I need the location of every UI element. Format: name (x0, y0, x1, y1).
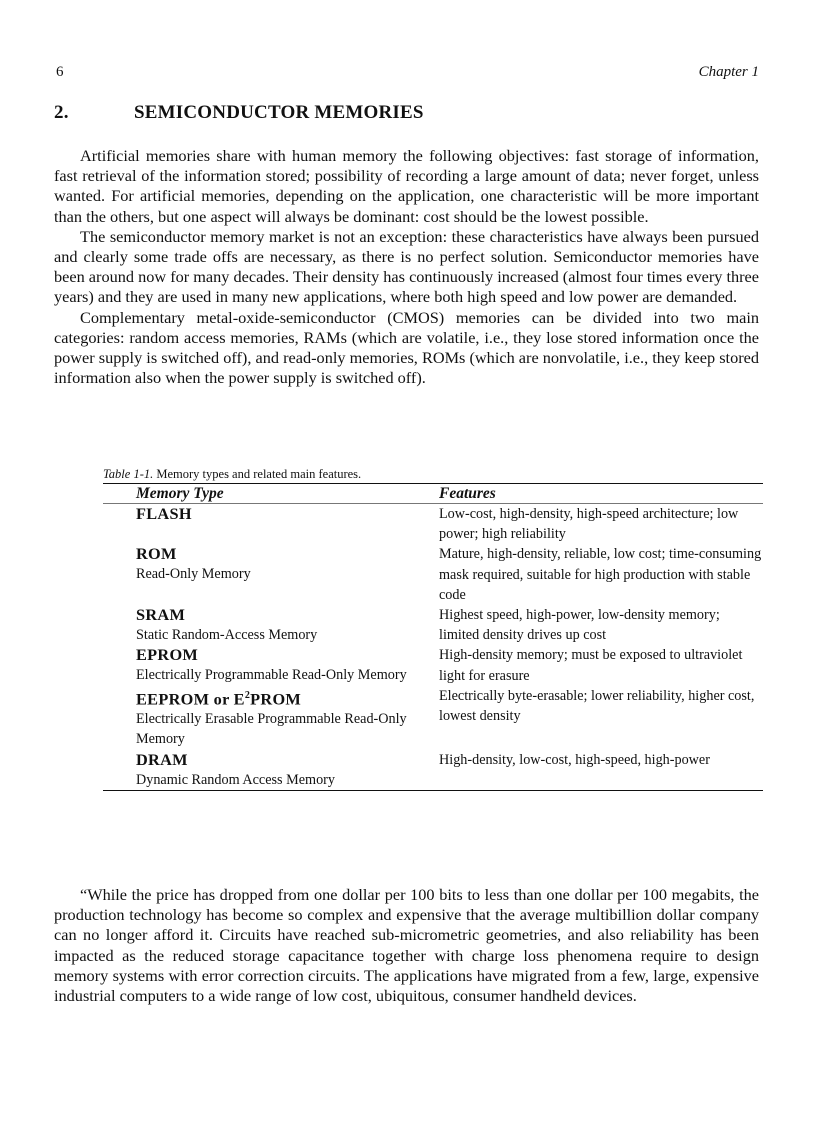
memory-type-name-tail: PROM (250, 689, 302, 709)
memory-type-cell (103, 605, 439, 645)
section-heading (54, 102, 424, 124)
memory-type-description: Read-Only Memory (136, 566, 251, 583)
quote-paragraph-block (54, 885, 759, 1006)
table-caption (103, 467, 763, 481)
table-row (103, 504, 763, 545)
paragraph: “While the price has dropped from one dollar per 100 bits to less than one dollar per 100 megabits, the production technology has become so complex and expensive that the average multibillion dollar company can no longer afford it. Circuits have reached sub-micrometric geometries, and also reliability has been impacted as the reduced storage capacitance together with charge loss phenomena require to design memory systems with error correction circuits. The applications have migrated from a few, large, expensive industrial computers to a wide range of low cost, ubiquitous, consumer handheld devices. (54, 885, 759, 1006)
memory-type-cell (103, 504, 439, 545)
page-number: 6 (56, 64, 64, 80)
features-cell: High-density memory; must be exposed to ultraviolet light for erasure (439, 647, 743, 684)
table-row (103, 544, 763, 605)
section-number: 2. (54, 102, 69, 123)
memory-type-cell (103, 686, 439, 750)
features-cell: Highest speed, high-power, low-density memory; limited density drives up cost (439, 607, 720, 644)
memory-table-block (103, 467, 763, 791)
column-header-features: Features (439, 484, 763, 504)
memory-type-name: SRAM (136, 605, 186, 625)
superscript-two: 2 (244, 689, 251, 701)
memory-type-description: Electrically Programmable Read-Only Memory (136, 667, 407, 684)
memory-type-description: Static Random-Access Memory (136, 627, 318, 644)
table-header-row (103, 484, 763, 504)
paragraph: Artificial memories share with human memory the following objectives: fast storage of information, fast retrieval of the information stored; possibility of recording a large amount of data; never forget, unless wanted. For artificial memories, depending on the application, one characteristic will be more important than the others, but one aspect will always be dominant: cost should be the lowest possible. (54, 146, 759, 226)
features-cell: High-density, low-cost, high-speed, high-power (439, 751, 710, 768)
table-row (103, 750, 763, 791)
memory-types-table (103, 483, 763, 791)
memory-type-name: EPROM (136, 645, 199, 665)
memory-type-cell (103, 544, 439, 605)
memory-type-name: ROM (136, 544, 177, 564)
table-row (103, 645, 763, 685)
column-header-memory-type: Memory Type (103, 484, 439, 504)
memory-type-name (136, 686, 439, 709)
features-cell: Mature, high-density, reliable, low cost; time-consuming mask required, suitable for high production with stable code (439, 546, 762, 603)
table-caption-label: Table 1-1. (103, 467, 154, 481)
memory-type-name: FLASH (136, 504, 192, 523)
table-row (103, 686, 763, 750)
memory-type-cell (103, 645, 439, 685)
paragraph: Complementary metal-oxide-semiconductor (CMOS) memories can be divided into two main categories: random access memories, RAMs (which are volatile, i.e., they lose stored information once the power supply is switched off), and read-only memories, ROMs (which are nonvolatile, i.e., they keep stored information also when the power supply is switched off). (54, 307, 759, 388)
table-caption-text: Memory types and related main features. (153, 467, 362, 481)
features-cell: Electrically byte-erasable; lower reliability, higher cost, lowest density (439, 687, 755, 725)
body-text (54, 146, 759, 388)
memory-type-cell (103, 750, 439, 791)
features-cell: Low-cost, high-density, high-speed architecture; low power; high reliability (439, 506, 739, 543)
chapter-label: Chapter 1 (698, 64, 759, 80)
paragraph: The semiconductor memory market is not an exception: these characteristics have always been pursued and clearly some trade offs are necessary, as there is no perfect solution. Semiconductor memories have been around now for many decades. Their density has continuously increased (almost four times every three years) and they are used in many new applications, where both high speed and low power are demanded. (54, 226, 759, 307)
table-row (103, 605, 763, 645)
section-title: SEMICONDUCTOR MEMORIES (134, 102, 424, 123)
memory-type-description: Electrically Erasable Programmable Read-Only Memory (136, 711, 407, 748)
memory-type-description: Dynamic Random Access Memory (136, 771, 335, 788)
memory-type-name: DRAM (136, 749, 188, 769)
memory-type-name-part: EEPROM or E (136, 689, 245, 709)
